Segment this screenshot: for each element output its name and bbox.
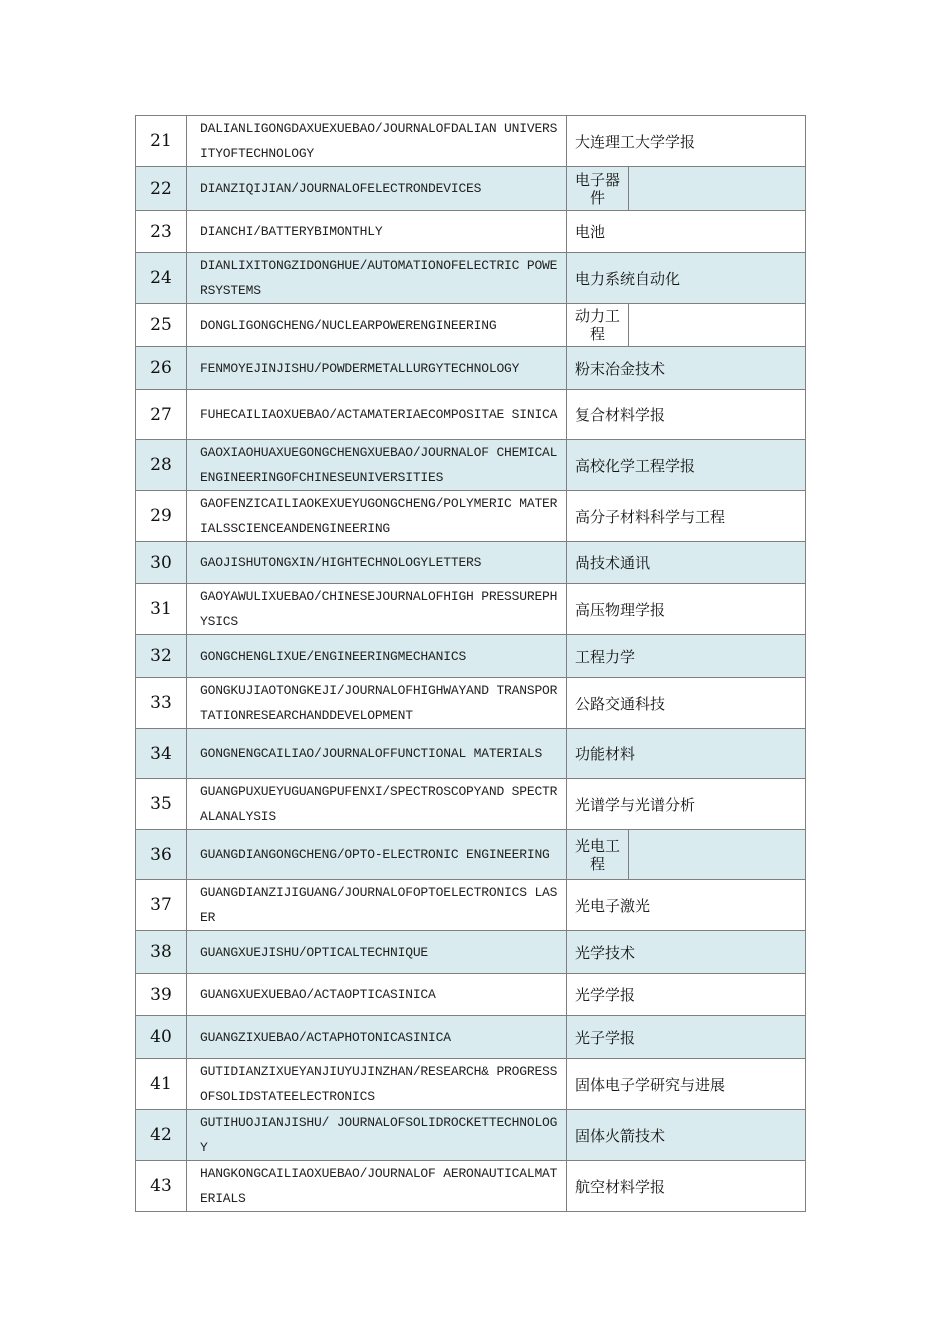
- table-row: [136, 116, 806, 167]
- journal-table: [135, 115, 806, 1212]
- row-number: 43: [136, 1161, 187, 1212]
- journal-chinese-name: 光学技术: [567, 931, 806, 974]
- row-number: 26: [136, 347, 187, 390]
- journal-english-name: DIANZIQIJIAN/JOURNALOFELECTRONDEVICES: [187, 167, 567, 211]
- row-number: 23: [136, 211, 187, 253]
- journal-chinese-name-cell: [567, 304, 806, 347]
- row-number: 22: [136, 167, 187, 211]
- empty-subcell: [629, 304, 805, 346]
- journal-english-name: DIANCHI/BATTERYBIMONTHLY: [187, 211, 567, 253]
- journal-english-name: DONGLIGONGCHENG/NUCLEARPOWERENGINEERING: [187, 304, 567, 347]
- journal-chinese-name: 光子学报: [567, 1016, 806, 1059]
- table-row: [136, 167, 806, 211]
- journal-english-name: GUTIHUOJIANJISHU/ JOURNALOFSOLIDROCKETTECHNOLOGY: [187, 1110, 567, 1161]
- table-row: [136, 880, 806, 931]
- journal-chinese-name: 公路交通科技: [567, 678, 806, 729]
- table-row: [136, 678, 806, 729]
- journal-chinese-name: 光电子激光: [567, 880, 806, 931]
- table-row: [136, 304, 806, 347]
- journal-chinese-name: 粉末冶金技术: [567, 347, 806, 390]
- table-row: [136, 390, 806, 440]
- journal-english-name: FENMOYEJINJISHU/POWDERMETALLURGYTECHNOLOGY: [187, 347, 567, 390]
- journal-english-name: FUHECAILIAOXUEBAO/ACTAMATERIAECOMPOSITAE SINICA: [187, 390, 567, 440]
- row-number: 38: [136, 931, 187, 974]
- journal-english-name: GONGNENGCAILIAO/JOURNALOFFUNCTIONAL MATERIALS: [187, 729, 567, 779]
- journal-english-name: GUANGDIANZIJIGUANG/JOURNALOFOPTOELECTRONICS LASER: [187, 880, 567, 931]
- row-number: 40: [136, 1016, 187, 1059]
- journal-english-name: GONGKUJIAOTONGKEJI/JOURNALOFHIGHWAYAND TRANSPORTATIONRESEARCHANDDEVELOPMENT: [187, 678, 567, 729]
- row-number: 37: [136, 880, 187, 931]
- journal-english-name: GUTIDIANZIXUEYANJIUYUJINZHAN/RESEARCH& PROGRESSOFSOLIDSTATEELECTRONICS: [187, 1059, 567, 1110]
- journal-chinese-name: 工程力学: [567, 635, 806, 678]
- row-number: 35: [136, 779, 187, 830]
- journal-chinese-name: 咼技术通讯: [567, 542, 806, 584]
- table-row: [136, 491, 806, 542]
- journal-english-name: DIANLIXITONGZIDONGHUE/AUTOMATIONOFELECTRIC POWERSYSTEMS: [187, 253, 567, 304]
- table-row: [136, 211, 806, 253]
- journal-english-name: GAOYAWULIXUEBAO/CHINESEJOURNALOFHIGH PRESSUREPHYSICS: [187, 584, 567, 635]
- journal-english-name: GUANGPUXUEYUGUANGPUFENXI/SPECTROSCOPYAND SPECTRALANALYSIS: [187, 779, 567, 830]
- row-number: 39: [136, 974, 187, 1016]
- row-number: 27: [136, 390, 187, 440]
- table-row: [136, 931, 806, 974]
- table-row: [136, 779, 806, 830]
- table-row: [136, 542, 806, 584]
- empty-subcell: [629, 830, 805, 879]
- journal-chinese-name: 光谱学与光谱分析: [567, 779, 806, 830]
- table-row: [136, 1016, 806, 1059]
- journal-english-name: GUANGZIXUEBAO/ACTAPHOTONICASINICA: [187, 1016, 567, 1059]
- table-row: [136, 253, 806, 304]
- empty-subcell: [629, 167, 805, 210]
- journal-english-name: GAOXIAOHUAXUEGONGCHENGXUEBAO/JOURNALOF CHEMICALENGINEERINGOFCHINESEUNIVERSITIES: [187, 440, 567, 491]
- journal-chinese-name: 电力系统自动化: [567, 253, 806, 304]
- row-number: 29: [136, 491, 187, 542]
- journal-chinese-name: 动力工程: [567, 304, 629, 346]
- journal-english-name: GUANGXUEJISHU/OPTICALTECHNIQUE: [187, 931, 567, 974]
- row-number: 31: [136, 584, 187, 635]
- journal-chinese-name: 固体电子学研究与进展: [567, 1059, 806, 1110]
- journal-chinese-name: 电池: [567, 211, 806, 253]
- journal-english-name: GUANGXUEXUEBAO/ACTAOPTICASINICA: [187, 974, 567, 1016]
- row-number: 41: [136, 1059, 187, 1110]
- journal-chinese-name-cell: [567, 830, 806, 880]
- row-number: 25: [136, 304, 187, 347]
- table-row: [136, 584, 806, 635]
- row-number: 33: [136, 678, 187, 729]
- journal-chinese-name: 功能材料: [567, 729, 806, 779]
- row-number: 28: [136, 440, 187, 491]
- journal-chinese-name: 高压物理学报: [567, 584, 806, 635]
- table-row: [136, 729, 806, 779]
- row-number: 21: [136, 116, 187, 167]
- journal-english-name: HANGKONGCAILIAOXUEBAO/JOURNALOF AERONAUTICALMATERIALS: [187, 1161, 567, 1212]
- table-row: [136, 635, 806, 678]
- journal-table-body: [136, 116, 806, 1212]
- journal-english-name: GUANGDIANGONGCHENG/OPTO-ELECTRONIC ENGINEERING: [187, 830, 567, 880]
- table-row: [136, 1059, 806, 1110]
- table-row: [136, 974, 806, 1016]
- row-number: 32: [136, 635, 187, 678]
- journal-english-name: GONGCHENGLIXUE/ENGINEERINGMECHANICS: [187, 635, 567, 678]
- row-number: 30: [136, 542, 187, 584]
- journal-chinese-name: 复合材料学报: [567, 390, 806, 440]
- journal-english-name: GAOFENZICAILIAOKEXUEYUGONGCHENG/POLYMERIC MATERIALSSCIENCEANDENGINEERING: [187, 491, 567, 542]
- journal-table-page: [135, 115, 806, 1212]
- journal-chinese-name: 光电工程: [567, 830, 629, 879]
- table-row: [136, 440, 806, 491]
- journal-english-name: GAOJISHUTONGXIN/HIGHTECHNOLOGYLETTERS: [187, 542, 567, 584]
- row-number: 24: [136, 253, 187, 304]
- table-row: [136, 830, 806, 880]
- table-row: [136, 347, 806, 390]
- table-row: [136, 1161, 806, 1212]
- journal-chinese-name: 航空材料学报: [567, 1161, 806, 1212]
- journal-chinese-name: 光学学报: [567, 974, 806, 1016]
- row-number: 34: [136, 729, 187, 779]
- journal-chinese-name-cell: [567, 167, 806, 211]
- row-number: 36: [136, 830, 187, 880]
- journal-chinese-name: 固体火箭技术: [567, 1110, 806, 1161]
- journal-chinese-name: 电子器件: [567, 167, 629, 210]
- journal-chinese-name: 高校化学工程学报: [567, 440, 806, 491]
- table-row: [136, 1110, 806, 1161]
- row-number: 42: [136, 1110, 187, 1161]
- journal-chinese-name: 高分子材料科学与工程: [567, 491, 806, 542]
- journal-english-name: DALIANLIGONGDAXUEXUEBAO/JOURNALOFDALIAN UNIVERSITYOFTECHNOLOGY: [187, 116, 567, 167]
- journal-chinese-name: 大连理工大学学报: [567, 116, 806, 167]
